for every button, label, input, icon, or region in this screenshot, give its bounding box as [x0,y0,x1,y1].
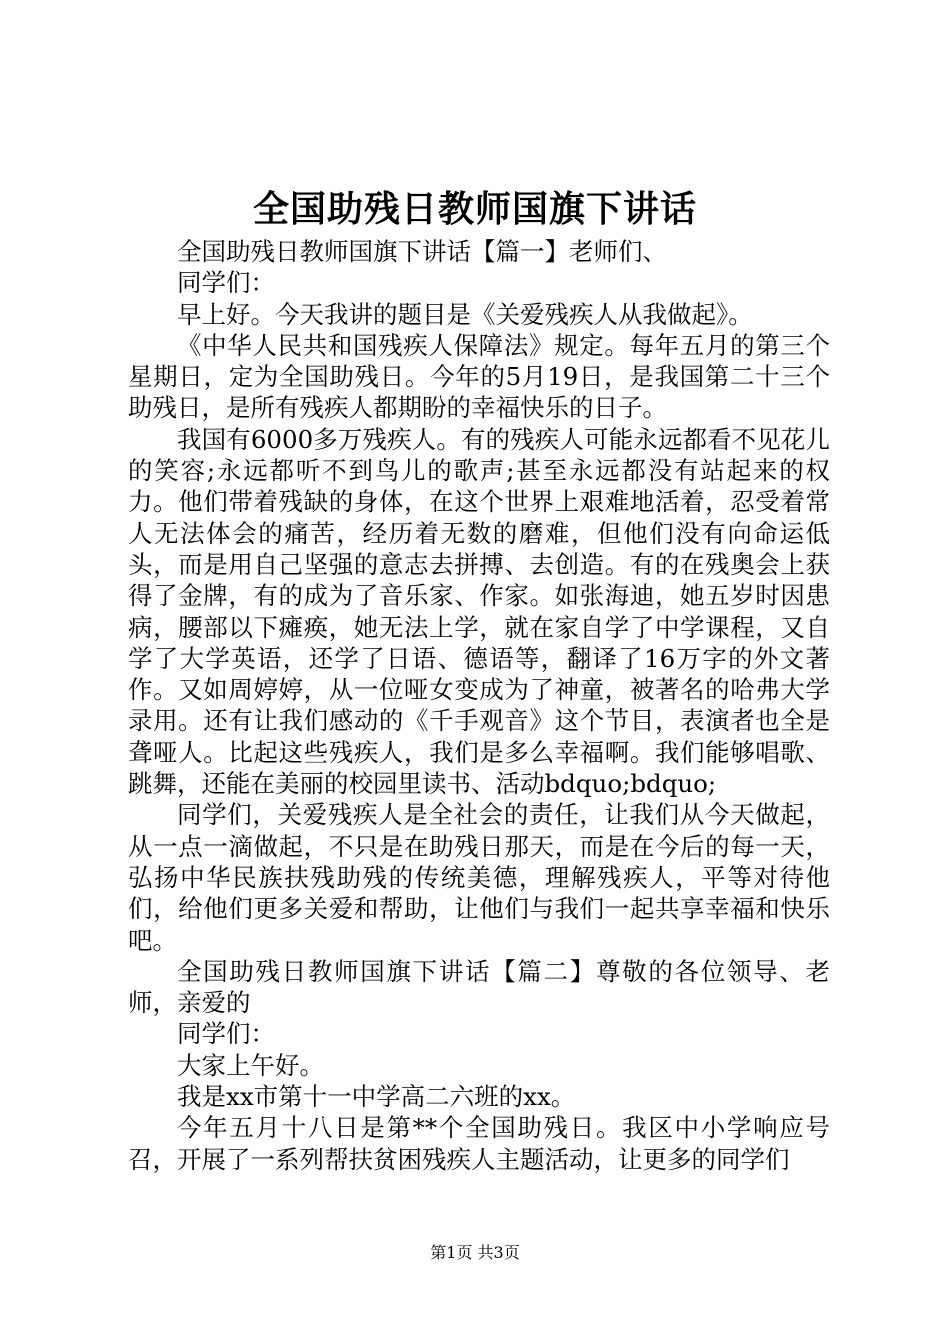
paragraph: 同学们： [177,268,275,298]
page-number-footer: 第1页 共3页 [430,1243,520,1262]
paragraph: 今年五月十八日是第**个全国助残日。我区中小学响应号召，开展了一系列帮扶贫困残疾人主题活动，让更多的同学们 [128,1113,830,1174]
document-title: 全国助残日教师国旗下讲话 [252,188,697,230]
paragraph: 大家上午好。 [177,1050,324,1080]
paragraph: 我国有6000多万残疾人。有的残疾人可能永远都看不见花儿的笑容;永远都听不到鸟儿的歌声;甚至永远都没有站起来的权力。他们带着残缺的身体，在这个世界上艰难地活着，忍受着常人无法体会的痛苦，经历着无数的磨难，但他们没有向命运低头，而是用自己坚强的意志去拼搏、去创造。有的在残奥会上获得了金牌，有的成为了音乐家、作家。如张海迪，她五岁时因患病，腰部以下瘫痪，她无法上学，就在家自学了中学课程，又自学了大学英语，还学了日语、德语等，翻译了16万字的外文著作。又如周婷婷，从一位哑女变成为了神童，被著名的哈弗大学录用。还有让我们感动的《千手观音》这个节目，表演者也全是聋哑人。比起这些残疾人，我们是多么幸福啊。我们能够唱歌、跳舞，还能在美丽的校园里读书、活动bdquo;bdquo; [128,424,830,799]
document-body [128,236,830,1175]
paragraph: 早上好。今天我讲的题目是《关爱残疾人从我做起》。 [177,299,753,329]
paragraph: 全国助残日教师国旗下讲话【篇二】尊敬的各位领导、老师，亲爱的 [128,956,830,1018]
paragraph: 全国助残日教师国旗下讲话【篇一】老师们、 [177,237,667,266]
paragraph: 我是xx市第十一中学高二六班的xx。 [177,1082,576,1112]
paragraph: 《中华人民共和国残疾人保障法》规定。每年五月的第三个星期日，定为全国助残日。今年的5月19日，是我国第二十三个助残日，是所有残疾人都期盼的幸福快乐的日子。 [128,330,830,423]
paragraph: 同学们： [177,1019,275,1049]
paragraph: 同学们，关爱残疾人是全社会的责任，让我们从今天做起，从一点一滴做起，不只是在助残日那天，而是在今后的每一天，弘扬中华民族扶残助残的传统美德，理解残疾人，平等对待他们，给他们更多关爱和帮助，让他们与我们一起共享幸福和快乐吧。 [128,800,830,955]
